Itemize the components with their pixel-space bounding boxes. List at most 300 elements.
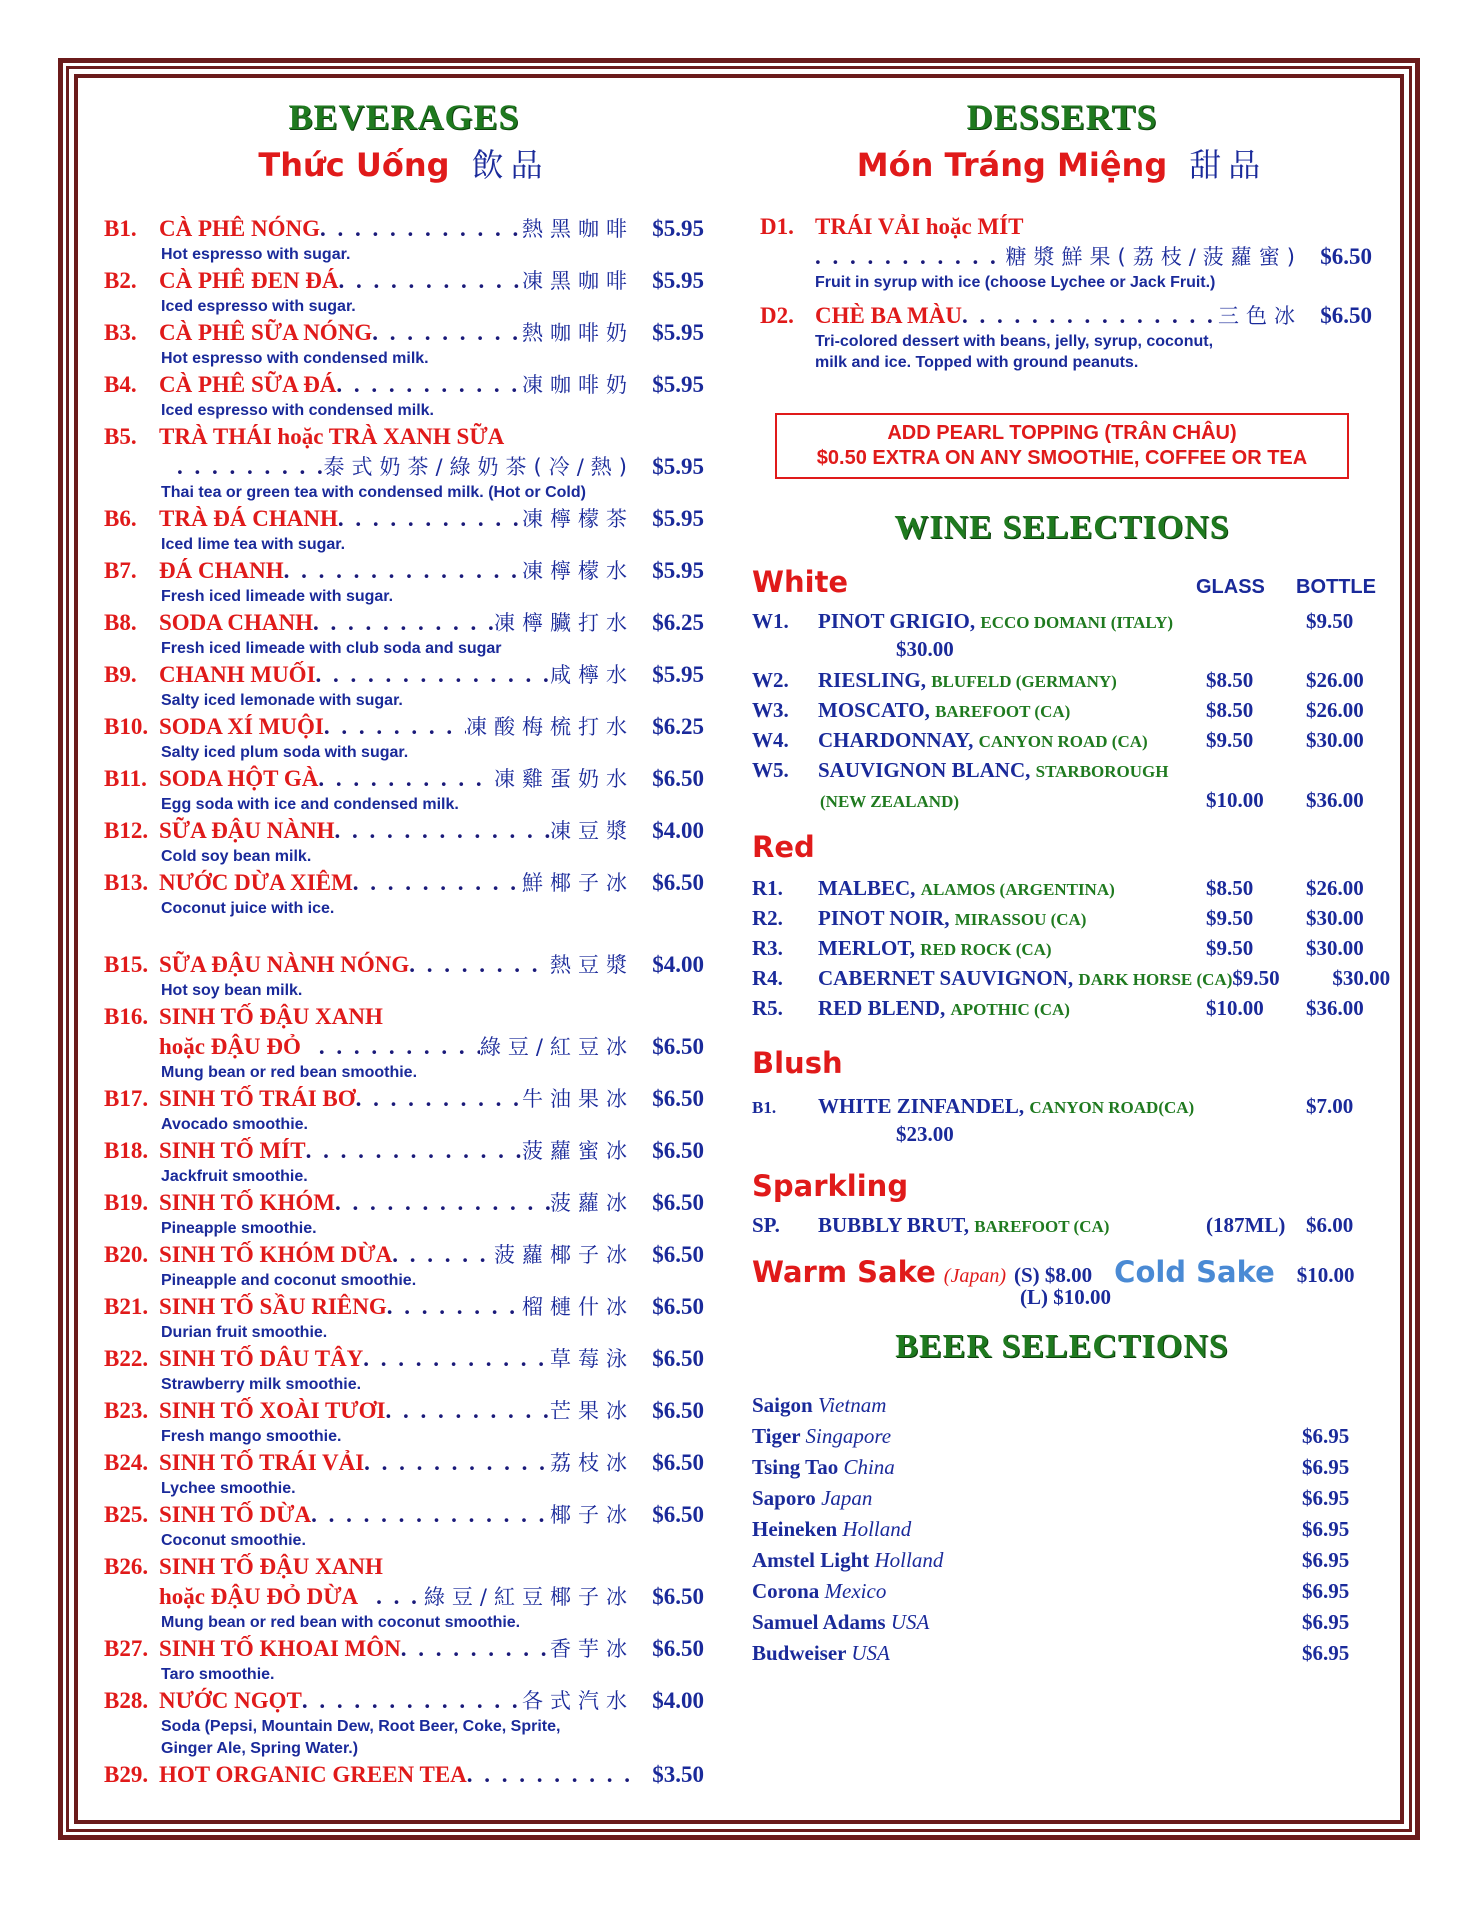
wine-row-cont bbox=[752, 786, 1372, 816]
beverage-name: SINH TỐ ĐẬU XANH bbox=[159, 1554, 383, 1579]
leader-dots bbox=[353, 868, 522, 898]
leader-dots bbox=[401, 1634, 550, 1664]
beer-name bbox=[752, 1483, 1302, 1514]
beverage-name: SỮA ĐẬU NÀNH bbox=[159, 818, 335, 843]
beverage-item bbox=[104, 1136, 704, 1188]
wine-name-text: CABERNET SAUVIGNON, bbox=[818, 966, 1074, 990]
wine-name bbox=[818, 666, 1206, 696]
sparkling-price: $6.00 bbox=[1306, 1213, 1354, 1237]
beverage-price: $4.00 bbox=[652, 818, 704, 843]
beverage-name: SỮA ĐẬU NÀNH NÓNG bbox=[159, 952, 410, 977]
beverages-title-vi: Thức Uống 飲品 bbox=[258, 146, 550, 184]
beverage-price: $6.50 bbox=[652, 1138, 704, 1163]
sparkling-item bbox=[752, 1211, 1372, 1241]
beverage-item bbox=[104, 556, 704, 608]
beer-price: $6.95 bbox=[1302, 1455, 1350, 1479]
beverage-description: Iced espresso with condensed milk. bbox=[161, 402, 434, 419]
beer-origin: USA bbox=[851, 1641, 890, 1665]
beverage-item bbox=[104, 608, 704, 660]
beverage-code: B29. bbox=[104, 1762, 149, 1787]
beer-price: $6.95 bbox=[1302, 1424, 1350, 1448]
beverage-name-2: hoặc ĐẬU ĐỎ DỪA bbox=[159, 1584, 359, 1609]
beverage-code: B18. bbox=[104, 1138, 149, 1163]
beer-row bbox=[752, 1390, 1372, 1421]
beverage-name: SINH TỐ MÍT bbox=[159, 1138, 306, 1163]
beer-row bbox=[752, 1483, 1372, 1514]
pearl-line-2: $0.50 EXTRA ON ANY SMOOTHIE, COFFEE OR TEA bbox=[816, 447, 1308, 469]
beverage-code: B9. bbox=[104, 662, 137, 687]
beverage-price: $6.50 bbox=[652, 1346, 704, 1371]
beverage-item bbox=[104, 868, 704, 920]
leader-dots bbox=[356, 1084, 522, 1114]
beverage-price: $6.50 bbox=[652, 1034, 704, 1059]
beverage-price: $6.50 bbox=[652, 1190, 704, 1215]
red-wine-list bbox=[752, 874, 1391, 1024]
beverage-item bbox=[104, 1344, 704, 1396]
beverage-chinese: 凍雞蛋奶水 bbox=[494, 767, 634, 791]
wine-region: DARK HORSE (CA) bbox=[1078, 970, 1233, 989]
beverage-line bbox=[104, 950, 704, 980]
beverage-code: B24. bbox=[104, 1450, 149, 1475]
wine-region: ALAMOS (ARGENTINA) bbox=[920, 880, 1115, 899]
beverage-item bbox=[104, 816, 704, 868]
wine-row bbox=[752, 934, 1372, 964]
beverage-code: B16. bbox=[104, 1004, 149, 1029]
beverage-description: Iced espresso with sugar. bbox=[161, 298, 356, 315]
beverage-name: CÀ PHÊ SỮA ĐÁ bbox=[159, 372, 337, 397]
wine-glass-price: $9.50 bbox=[1206, 936, 1254, 960]
beverage-description: Lychee smoothie. bbox=[161, 1480, 296, 1497]
wine-bottle-price: $30.00 bbox=[1306, 936, 1364, 960]
beverage-name: CHANH MUỐI bbox=[159, 662, 316, 687]
beverage-description: Hot espresso with condensed milk. bbox=[161, 350, 429, 367]
beer-row bbox=[752, 1545, 1372, 1576]
beverage-description: Jackfruit smoothie. bbox=[161, 1168, 308, 1185]
wine-name bbox=[818, 607, 1206, 637]
beverage-line bbox=[104, 1188, 704, 1218]
beverage-name: NƯỚC NGỌT bbox=[159, 1688, 302, 1713]
beverage-code: B13. bbox=[104, 870, 149, 895]
sparkling-name: BUBBLY BRUT, BAREFOOT (CA) bbox=[818, 1213, 1110, 1237]
wine-region: CANYON ROAD (CA) bbox=[978, 732, 1148, 751]
leader-dots bbox=[364, 1448, 550, 1478]
beverage-line bbox=[104, 868, 704, 898]
beer-name bbox=[752, 1452, 1302, 1483]
wine-code: R4. bbox=[752, 966, 783, 990]
leader-dots bbox=[316, 660, 550, 690]
wine-bottle-price: $9.50 bbox=[1306, 609, 1354, 633]
beverage-price: $6.50 bbox=[652, 1086, 704, 1111]
wine-row bbox=[752, 964, 1391, 994]
beverage-code: B10. bbox=[104, 714, 149, 739]
dessert-line bbox=[752, 301, 1372, 331]
beverage-description: Taro smoothie. bbox=[161, 1666, 275, 1683]
red-label: Red bbox=[752, 830, 815, 864]
beverage-line bbox=[104, 422, 704, 452]
beverage-name: SODA HỘT GÀ bbox=[159, 766, 319, 791]
wine-bottle-price: $26.00 bbox=[1306, 698, 1364, 722]
beverage-line bbox=[104, 1396, 704, 1426]
beverage-line bbox=[104, 660, 704, 690]
leader-dots bbox=[387, 1292, 522, 1322]
beverage-code: B15. bbox=[104, 952, 149, 977]
beverage-description: Fresh iced limeade with sugar. bbox=[161, 588, 394, 605]
wine-region-2 bbox=[752, 786, 1206, 816]
wine-row bbox=[752, 666, 1372, 696]
wine-name-text: MALBEC, bbox=[818, 876, 916, 900]
wine-row bbox=[752, 904, 1372, 934]
white-wine-list bbox=[752, 607, 1372, 816]
beverage-chinese: 各式汽水 bbox=[522, 1689, 634, 1713]
leader-dots bbox=[962, 301, 1218, 331]
beverage-chinese: 熱黑咖啡 bbox=[522, 217, 634, 241]
beverage-line bbox=[104, 1448, 704, 1478]
beer-name bbox=[752, 1545, 1302, 1576]
wine-code: R5. bbox=[752, 996, 783, 1020]
wine-region: MIRASSOU (CA) bbox=[954, 910, 1087, 929]
beverage-item bbox=[104, 214, 704, 266]
dessert-code: D1. bbox=[760, 214, 794, 239]
beverage-code: B17. bbox=[104, 1086, 149, 1111]
beverage-price: $6.25 bbox=[652, 714, 704, 739]
beer-name bbox=[752, 1576, 1302, 1607]
beverage-price: $6.50 bbox=[652, 1398, 704, 1423]
beverage-chinese: 泰式奶茶/綠奶茶(冷/熱) bbox=[323, 455, 634, 479]
leader-dots bbox=[335, 816, 551, 846]
beverage-chinese: 芒果冰 bbox=[550, 1399, 634, 1423]
beer-brand: Samuel Adams bbox=[752, 1610, 886, 1634]
beverage-line bbox=[104, 266, 704, 296]
beer-name bbox=[752, 1421, 1302, 1452]
beverage-price: $5.95 bbox=[652, 320, 704, 345]
beer-name bbox=[752, 1514, 1302, 1545]
wine-region-2-text: (NEW ZEALAND) bbox=[820, 792, 960, 811]
leader-dots bbox=[319, 1032, 480, 1062]
beverage-name: SINH TỐ TRÁI VẢI bbox=[159, 1450, 365, 1475]
beverage-item bbox=[104, 660, 704, 712]
beer-row bbox=[752, 1421, 1372, 1452]
beverage-line bbox=[104, 712, 704, 742]
wine-bottle-price: $26.00 bbox=[1306, 668, 1364, 692]
beverage-chinese: 牛油果冰 bbox=[522, 1087, 634, 1111]
beverage-chinese: 香芋冰 bbox=[550, 1637, 634, 1661]
beverage-description: Coconut juice with ice. bbox=[161, 900, 335, 917]
beverage-name: SINH TỐ KHOAI MÔN bbox=[159, 1636, 401, 1661]
beverage-code: B25. bbox=[104, 1502, 149, 1527]
beverage-description: Soda (Pepsi, Mountain Dew, Root Beer, Coke, Sprite, bbox=[161, 1718, 561, 1735]
blush-label: Blush bbox=[752, 1046, 843, 1080]
dessert-line bbox=[752, 212, 1372, 242]
beverage-line bbox=[104, 764, 704, 794]
dessert-item bbox=[752, 212, 1372, 293]
beverage-line bbox=[104, 504, 704, 534]
leader-dots bbox=[335, 1188, 550, 1218]
beverage-item bbox=[104, 370, 704, 422]
beer-price: $6.95 bbox=[1302, 1486, 1350, 1510]
leader-dots bbox=[311, 1500, 550, 1530]
beer-brand: Amstel Light bbox=[752, 1548, 870, 1572]
desserts-title-vi: Món Tráng Miệng 甜品 bbox=[856, 146, 1268, 184]
beverage-code: B2. bbox=[104, 268, 137, 293]
wine-glass-price: $8.50 bbox=[1206, 668, 1254, 692]
wine-region: STARBOROUGH bbox=[1035, 762, 1169, 781]
leader-dots bbox=[338, 504, 522, 534]
beverage-price: $6.25 bbox=[652, 610, 704, 635]
wine-name-text: MOSCATO, bbox=[818, 698, 930, 722]
beer-name bbox=[752, 1638, 1302, 1669]
beverage-price: $6.50 bbox=[652, 1636, 704, 1661]
beer-brand: Saporo bbox=[752, 1486, 816, 1510]
dessert-name: TRÁI VẢI hoặc MÍT bbox=[815, 214, 1024, 239]
beverage-price: $6.50 bbox=[652, 1502, 704, 1527]
beverages-header bbox=[104, 96, 704, 186]
beverage-item bbox=[104, 1448, 704, 1500]
beverage-price: $3.50 bbox=[652, 1762, 704, 1787]
beverage-line bbox=[104, 1552, 704, 1582]
wine-bottle-price: $30.00 bbox=[1332, 966, 1391, 990]
beverage-chinese: 菠蘿椰子冰 bbox=[494, 1243, 634, 1267]
beverage-chinese: 熱咖啡奶 bbox=[522, 321, 634, 345]
beverage-name: SINH TỐ KHÓM bbox=[159, 1190, 335, 1215]
beer-price bbox=[1302, 1390, 1372, 1421]
leader-dots bbox=[324, 712, 466, 742]
beverage-price: $4.00 bbox=[652, 1688, 704, 1713]
beverage-price: $5.95 bbox=[652, 558, 704, 583]
beer-origin: USA bbox=[890, 1610, 930, 1634]
wine-region: ECCO DOMANI (ITALY) bbox=[980, 613, 1174, 632]
beverage-chinese: 綠豆/紅豆椰子冰 bbox=[423, 1585, 634, 1609]
beverage-item bbox=[104, 1500, 704, 1552]
beverage-description-2: Ginger Ale, Spring Water.) bbox=[161, 1740, 359, 1757]
beverage-line bbox=[104, 1760, 704, 1790]
beverage-line bbox=[104, 1634, 704, 1664]
beer-row bbox=[752, 1576, 1372, 1607]
beverage-item bbox=[104, 1084, 704, 1136]
leader-dots bbox=[372, 318, 522, 348]
wine-name bbox=[818, 994, 1206, 1024]
beverage-description: Salty iced plum soda with sugar. bbox=[161, 744, 409, 761]
beverage-chinese: 菠蘿蜜冰 bbox=[522, 1139, 634, 1163]
warm-sake-small: (S) $8.00 bbox=[1013, 1263, 1093, 1287]
beer-origin: Holland bbox=[874, 1548, 944, 1572]
white-wine-header bbox=[752, 565, 1376, 599]
wine-name-text: SAUVIGNON BLANC, bbox=[818, 758, 1031, 782]
beverage-line bbox=[104, 608, 704, 638]
beverage-code: B28. bbox=[104, 1688, 149, 1713]
beer-origin: Singapore bbox=[805, 1424, 892, 1448]
beverage-item bbox=[104, 1552, 704, 1634]
beverage-description: Coconut smoothie. bbox=[161, 1532, 306, 1549]
beverage-description: Hot espresso with sugar. bbox=[161, 246, 351, 263]
beverage-chinese: 凍檸臟打水 bbox=[494, 611, 634, 635]
right-column bbox=[752, 96, 1391, 1669]
wine-row bbox=[752, 726, 1372, 756]
beer-list bbox=[752, 1390, 1372, 1669]
beverage-name: CÀ PHÊ ĐEN ĐÁ bbox=[159, 268, 339, 293]
bottle-header: BOTTLE bbox=[1296, 576, 1376, 598]
beverage-code: B5. bbox=[104, 424, 137, 449]
beverage-item bbox=[104, 1686, 704, 1760]
blush-name: WHITE ZINFANDEL, CANYON ROAD(CA) bbox=[818, 1094, 1195, 1118]
beverage-description: Strawberry milk smoothie. bbox=[161, 1376, 362, 1393]
leader-dots bbox=[306, 1136, 522, 1166]
beverage-name: TRÀ ĐÁ CHANH bbox=[159, 506, 338, 531]
wine-bottle-price: $30.00 bbox=[1306, 906, 1364, 930]
beer-row bbox=[752, 1607, 1372, 1638]
beverage-line bbox=[104, 1292, 704, 1322]
beverage-description: Iced lime tea with sugar. bbox=[161, 536, 346, 553]
beer-origin: Vietnam bbox=[817, 1393, 887, 1417]
beer-brand: Corona bbox=[752, 1579, 820, 1603]
beer-name bbox=[752, 1607, 1302, 1638]
beverage-code: B11. bbox=[104, 766, 147, 791]
beverage-line bbox=[104, 556, 704, 586]
leader-dots bbox=[336, 370, 522, 400]
beverage-chinese: 凍檸檬茶 bbox=[522, 507, 634, 531]
wine-name-text: RIESLING, bbox=[818, 668, 926, 692]
white-label: White bbox=[752, 565, 849, 599]
beverage-name: SINH TỐ DÂU TÂY bbox=[159, 1346, 364, 1371]
sparkling-code: SP. bbox=[752, 1213, 780, 1237]
wine-bottle-price: $30.00 bbox=[1306, 728, 1364, 752]
wine-region: RED ROCK (CA) bbox=[920, 940, 1052, 959]
beverage-line bbox=[104, 1002, 704, 1032]
beverage-price: $6.50 bbox=[652, 1450, 704, 1475]
wine-name bbox=[818, 696, 1206, 726]
beverage-code: B27. bbox=[104, 1636, 149, 1661]
beverage-code: B4. bbox=[104, 372, 137, 397]
wine-name bbox=[818, 756, 1206, 786]
beverage-item bbox=[104, 1396, 704, 1448]
wine-code: R1. bbox=[752, 876, 783, 900]
beverage-item bbox=[104, 504, 704, 556]
beverage-description: Hot soy bean milk. bbox=[161, 982, 303, 999]
beverage-chinese: 椰子冰 bbox=[550, 1503, 634, 1527]
wine-name bbox=[818, 904, 1206, 934]
beer-brand: Heineken bbox=[752, 1517, 838, 1541]
beverage-chinese: 凍檸檬水 bbox=[522, 559, 634, 583]
dessert-chinese: 糖漿鮮果(荔枝/菠蘿蜜) bbox=[1005, 245, 1302, 269]
beverage-line bbox=[104, 816, 704, 846]
sparkling-label: Sparkling bbox=[752, 1169, 909, 1203]
beverage-item bbox=[104, 764, 704, 816]
beverage-chinese: 鮮椰子冰 bbox=[522, 871, 634, 895]
wine-row bbox=[752, 874, 1372, 904]
beer-row bbox=[752, 1638, 1372, 1669]
beverage-chinese: 凍酸梅梳打水 bbox=[466, 715, 634, 739]
beverage-name: SINH TỐ ĐẬU XANH bbox=[159, 1004, 383, 1029]
beverage-name: NƯỚC DỪA XIÊM bbox=[159, 870, 353, 895]
dessert-chinese: 三色冰 bbox=[1218, 304, 1302, 328]
beer-name bbox=[752, 1390, 1302, 1421]
beverage-name: ĐÁ CHANH bbox=[159, 558, 284, 583]
beverage-line bbox=[104, 370, 704, 400]
beverage-line bbox=[104, 1500, 704, 1530]
leader-dots bbox=[376, 1582, 424, 1612]
beverage-code: B8. bbox=[104, 610, 137, 635]
wine-code: W5. bbox=[752, 758, 789, 782]
beverage-line bbox=[104, 1686, 704, 1716]
wine-bottle-price: $36.00 bbox=[1306, 996, 1364, 1020]
wine-name bbox=[818, 726, 1206, 756]
beverage-chinese: 荔枝冰 bbox=[550, 1451, 634, 1475]
beverage-name: TRÀ THÁI hoặc TRÀ XANH SỮA bbox=[159, 424, 505, 449]
blush-extra: $23.00 bbox=[896, 1122, 954, 1146]
beverage-line-cont bbox=[159, 452, 704, 482]
wine-code: R2. bbox=[752, 906, 783, 930]
beer-title: BEER SELECTIONS bbox=[895, 1328, 1229, 1365]
beverage-price: $5.95 bbox=[652, 662, 704, 687]
leader-dots bbox=[409, 950, 550, 980]
dessert-price: $6.50 bbox=[1320, 244, 1372, 269]
beverage-price: $6.50 bbox=[652, 870, 704, 895]
beverage-description: Pineapple smoothie. bbox=[161, 1220, 317, 1237]
wine-name bbox=[818, 874, 1206, 904]
wine-glass-price: $9.50 bbox=[1232, 966, 1280, 990]
beverage-code: B26. bbox=[104, 1554, 149, 1579]
blush-price: $7.00 bbox=[1306, 1094, 1354, 1118]
pearl-topping-notice bbox=[775, 413, 1349, 479]
warm-sake-label: Warm Sake bbox=[752, 1255, 936, 1289]
wine-bottle-price: $36.00 bbox=[1306, 788, 1364, 812]
beverage-price: $5.95 bbox=[652, 454, 704, 479]
beverage-description: Egg soda with ice and condensed milk. bbox=[161, 796, 459, 813]
leader-dots bbox=[392, 1240, 494, 1270]
beverage-item bbox=[104, 1292, 704, 1344]
beverage-price: $6.50 bbox=[652, 1294, 704, 1319]
beverage-line bbox=[104, 214, 704, 244]
leader-dots bbox=[302, 1686, 522, 1716]
beverages-column bbox=[104, 96, 704, 1790]
beverage-chinese: 咸檸水 bbox=[550, 663, 634, 687]
beverage-chinese: 榴槤什冰 bbox=[522, 1295, 634, 1319]
beverage-chinese: 綠豆/紅豆冰 bbox=[479, 1035, 634, 1059]
pearl-line-1: ADD PEARL TOPPING (TRÂN CHÂU) bbox=[887, 422, 1237, 444]
sake-row bbox=[752, 1255, 1372, 1289]
wine-glass-price: $8.50 bbox=[1206, 698, 1254, 722]
beverage-item bbox=[104, 1634, 704, 1686]
beverage-line bbox=[104, 1240, 704, 1270]
beer-origin: China bbox=[843, 1455, 895, 1479]
beverage-name: SODA CHANH bbox=[159, 610, 313, 635]
beverage-description: Thai tea or green tea with condensed milk. (Hot or Cold) bbox=[161, 484, 586, 501]
beverage-price: $6.50 bbox=[652, 766, 704, 791]
beverage-description: Mung bean or red bean with coconut smoothie. bbox=[161, 1614, 521, 1631]
beverage-price: $5.95 bbox=[652, 372, 704, 397]
leader-dots bbox=[385, 1396, 550, 1426]
beverage-chinese: 草莓泳 bbox=[550, 1347, 634, 1371]
beverage-name-2: hoặc ĐẬU ĐỎ bbox=[159, 1034, 301, 1059]
beverage-name: HOT ORGANIC GREEN TEA bbox=[159, 1762, 467, 1787]
beverage-code: B21. bbox=[104, 1294, 149, 1319]
beverage-line-cont bbox=[159, 1582, 704, 1612]
dessert-description: Fruit in syrup with ice (choose Lychee or Jack Fruit.) bbox=[815, 274, 1216, 291]
beverage-price: $4.00 bbox=[652, 952, 704, 977]
cold-sake-label: Cold Sake bbox=[1114, 1255, 1275, 1289]
wine-name-text: CHARDONNAY, bbox=[818, 728, 974, 752]
glass-header: GLASS bbox=[1196, 576, 1265, 598]
beverage-chinese: 凍黑咖啡 bbox=[522, 269, 634, 293]
wine-code: R3. bbox=[752, 936, 783, 960]
beverage-line bbox=[104, 1136, 704, 1166]
beer-brand: Tiger bbox=[752, 1424, 801, 1448]
wine-name-text: PINOT GRIGIO, bbox=[818, 609, 976, 633]
beverage-description: Avocado smoothie. bbox=[161, 1116, 308, 1133]
wine-name bbox=[818, 934, 1206, 964]
wine-code: W4. bbox=[752, 728, 789, 752]
wine-row bbox=[752, 607, 1372, 637]
beverage-name: CÀ PHÊ NÓNG bbox=[159, 216, 320, 241]
